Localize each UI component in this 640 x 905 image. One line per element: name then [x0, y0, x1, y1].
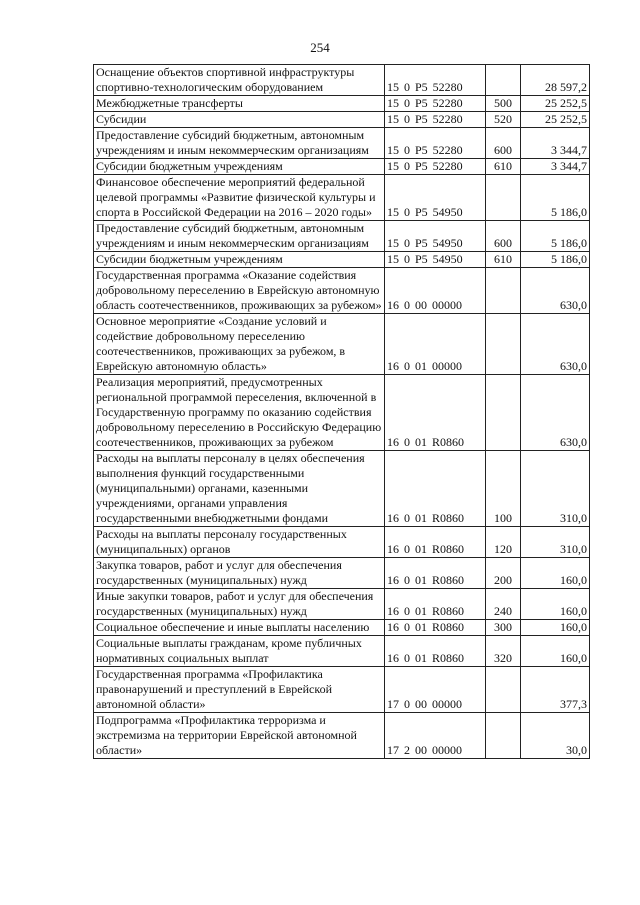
table-row	[94, 589, 590, 620]
row-sum: 3 344,7	[521, 128, 590, 159]
table-row	[94, 620, 590, 636]
row-expense-type: 200	[486, 558, 521, 589]
page-number: 254	[310, 40, 330, 55]
row-expense-type: 610	[486, 252, 521, 268]
row-code: 15 0 Р5 52280	[385, 65, 486, 96]
row-code: 16 0 01 R0860	[385, 558, 486, 589]
row-code: 16 0 00 00000	[385, 268, 486, 314]
row-code: 16 0 01 R0860	[385, 620, 486, 636]
row-code: 16 0 01 00000	[385, 314, 486, 375]
row-code: 15 0 Р5 54950	[385, 221, 486, 252]
table-row	[94, 96, 590, 112]
row-name: Финансовое обеспечение мероприятий федеральной целевой программы «Развитие физической культуры и спорта в Российской Федерации на 2016 – 2020 годы»	[94, 175, 385, 221]
row-name: Государственная программа «Профилактика правонарушений и преступлений в Еврейской автономной области»	[94, 667, 385, 713]
row-sum: 28 597,2	[521, 65, 590, 96]
row-name: Социальные выплаты гражданам, кроме публичных нормативных социальных выплат	[94, 636, 385, 667]
row-name: Иные закупки товаров, работ и услуг для обеспечения государственных (муниципальных) нужд	[94, 589, 385, 620]
row-expense-type: 520	[486, 112, 521, 128]
row-sum: 160,0	[521, 589, 590, 620]
row-expense-type: 500	[486, 96, 521, 112]
table-row	[94, 128, 590, 159]
row-expense-type	[486, 268, 521, 314]
row-name: Подпрограмма «Профилактика терроризма и экстремизма на территории Еврейской автономной области»	[94, 713, 385, 759]
table-row	[94, 451, 590, 527]
row-code: 17 0 00 00000	[385, 667, 486, 713]
row-expense-type	[486, 667, 521, 713]
row-code: 15 0 Р5 54950	[385, 175, 486, 221]
row-name: Закупка товаров, работ и услуг для обеспечения государственных (муниципальных) нужд	[94, 558, 385, 589]
row-code: 15 0 Р5 52280	[385, 128, 486, 159]
row-sum: 25 252,5	[521, 96, 590, 112]
row-name: Расходы на выплаты персоналу в целях обеспечения выполнения функций государственными (муниципальными) органами, казенными учреждениями, органами управления государственными внебюджетными фондами	[94, 451, 385, 527]
row-name: Субсидии бюджетным учреждениям	[94, 252, 385, 268]
row-code: 16 0 01 R0860	[385, 589, 486, 620]
row-code: 15 0 Р5 54950	[385, 252, 486, 268]
row-name: Расходы на выплаты персоналу государственных (муниципальных) органов	[94, 527, 385, 558]
row-sum: 5 186,0	[521, 221, 590, 252]
row-name: Субсидии бюджетным учреждениям	[94, 159, 385, 175]
row-sum: 5 186,0	[521, 252, 590, 268]
row-sum: 30,0	[521, 713, 590, 759]
row-sum: 310,0	[521, 451, 590, 527]
table-row	[94, 527, 590, 558]
row-code: 15 0 Р5 52280	[385, 96, 486, 112]
row-name: Основное мероприятие «Создание условий и содействие добровольному переселению соотечественников, проживающих за рубежом, в Еврейскую автономную область»	[94, 314, 385, 375]
row-expense-type	[486, 314, 521, 375]
row-name: Предоставление субсидий бюджетным, автономным учреждениям и иным некоммерческим организациям	[94, 128, 385, 159]
row-code: 15 0 Р5 52280	[385, 159, 486, 175]
table-row	[94, 252, 590, 268]
budget-table	[93, 64, 590, 759]
row-expense-type	[486, 65, 521, 96]
table-row	[94, 65, 590, 96]
row-expense-type: 320	[486, 636, 521, 667]
table-row	[94, 713, 590, 759]
table-row	[94, 175, 590, 221]
row-name: Реализация мероприятий, предусмотренных региональной программой переселения, включенной в Государственную программу по оказанию содействия добровольному переселению в Российскую Федерацию соотечественников, проживающих за рубежом	[94, 375, 385, 451]
row-expense-type: 120	[486, 527, 521, 558]
row-sum: 630,0	[521, 375, 590, 451]
row-sum: 160,0	[521, 558, 590, 589]
row-expense-type	[486, 375, 521, 451]
row-expense-type: 610	[486, 159, 521, 175]
row-name: Предоставление субсидий бюджетным, автономным учреждениям и иным некоммерческим организациям	[94, 221, 385, 252]
table-row	[94, 667, 590, 713]
table-row	[94, 314, 590, 375]
row-code: 16 0 01 R0860	[385, 451, 486, 527]
row-sum: 3 344,7	[521, 159, 590, 175]
row-sum: 25 252,5	[521, 112, 590, 128]
row-code: 15 0 Р5 52280	[385, 112, 486, 128]
row-sum: 5 186,0	[521, 175, 590, 221]
row-expense-type: 100	[486, 451, 521, 527]
row-name: Субсидии	[94, 112, 385, 128]
row-name: Оснащение объектов спортивной инфраструктуры спортивно-технологическим оборудованием	[94, 65, 385, 96]
table-row	[94, 221, 590, 252]
row-name: Государственная программа «Оказание содействия добровольному переселению в Еврейскую автономную область соотечественников, проживающих за рубежом»	[94, 268, 385, 314]
row-expense-type: 300	[486, 620, 521, 636]
row-name: Социальное обеспечение и иные выплаты населению	[94, 620, 385, 636]
row-sum: 630,0	[521, 314, 590, 375]
table-row	[94, 112, 590, 128]
table-row	[94, 636, 590, 667]
row-name: Межбюджетные трансферты	[94, 96, 385, 112]
row-sum: 160,0	[521, 636, 590, 667]
row-expense-type	[486, 713, 521, 759]
table-row	[94, 375, 590, 451]
row-expense-type	[486, 175, 521, 221]
table-row	[94, 268, 590, 314]
row-code: 16 0 01 R0860	[385, 636, 486, 667]
row-code: 16 0 01 R0860	[385, 375, 486, 451]
row-code: 16 0 01 R0860	[385, 527, 486, 558]
table-row	[94, 159, 590, 175]
row-sum: 630,0	[521, 268, 590, 314]
row-sum: 310,0	[521, 527, 590, 558]
row-expense-type: 600	[486, 221, 521, 252]
row-code: 17 2 00 00000	[385, 713, 486, 759]
table-row	[94, 558, 590, 589]
row-sum: 377,3	[521, 667, 590, 713]
row-expense-type: 240	[486, 589, 521, 620]
row-expense-type: 600	[486, 128, 521, 159]
row-sum: 160,0	[521, 620, 590, 636]
